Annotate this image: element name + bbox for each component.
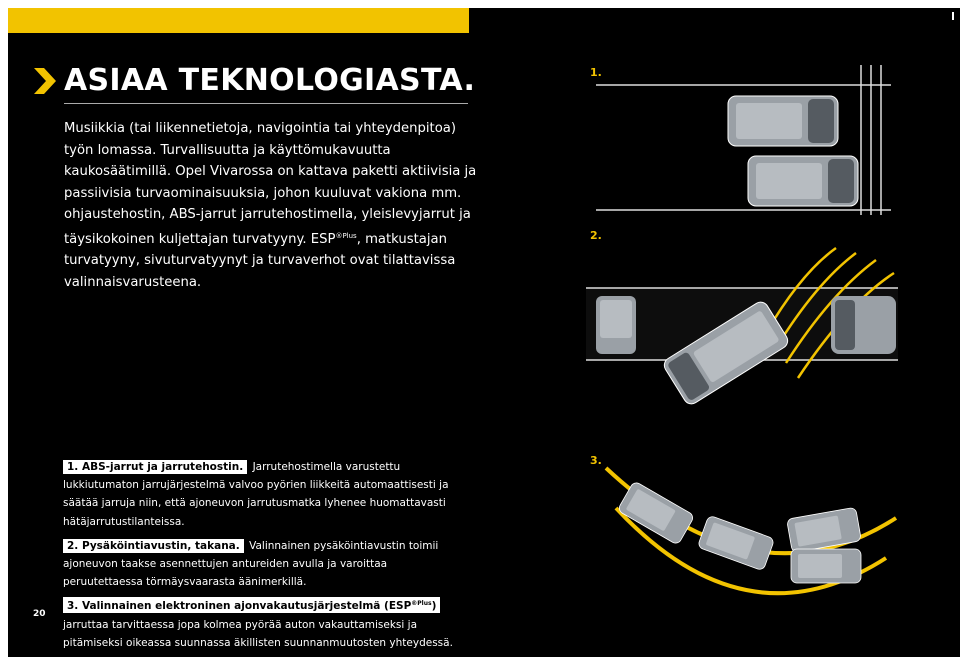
caption-text: Valinnainen pysäköintiavustin toimii ajoneuvon taakse asennettujen antureiden avulla ja varoittaa peruutettaessa törmäysvaarasta äänimerkillä. — [63, 539, 439, 589]
page-title: ASIAA TEKNOLOGIASTA. — [64, 63, 476, 98]
caption-list — [63, 458, 463, 657]
van-icon — [787, 507, 862, 553]
caption-text: Jarrutehostimella varustettu lukkiutumaton jarrujärjestelmä valvoo pyörien liikkeitä automaattisesti ja säätää jarruja niin, että ajoneuvon jarrutusmatka lyhenee huomattavasti hätäjarrutustilanteissa. — [63, 461, 449, 528]
brochure-page — [8, 8, 960, 657]
esp-superscript: ®Plus — [335, 231, 357, 240]
van-icon — [596, 296, 636, 354]
van-icon — [697, 515, 774, 571]
panel-number-3: 3. — [590, 454, 602, 467]
panel-number-1: 1. — [590, 66, 602, 79]
caption-abs — [63, 458, 463, 531]
caption-label: 1. ABS-jarrut ja jarrutehostin. — [63, 460, 247, 474]
title-row — [34, 63, 475, 98]
esp-stability-illustration — [586, 448, 906, 633]
van-icon — [748, 156, 858, 206]
caption-label: 2. Pysäköintiavustin, takana. — [63, 539, 244, 553]
intro-line-3: , matkustajan turvatyyny, sivuturvatyynyt ja turvaverhot ovat tilattavissa valinnaisvarusteena. — [64, 231, 456, 290]
title-divider — [64, 103, 468, 104]
intro-line-2: Opel Vivarossa on kattava paketti aktiivisia ja passiivisia turvaominaisuuksia, johon kuuluvat vakiona mm. ohjaustehostin, ABS-jarrut jarrutehostimella, yleislevyjarrut ja täysikokoinen kuljettajan turvatyyny. ESP — [64, 164, 477, 247]
van-icon — [791, 549, 861, 583]
yellow-header-bar — [8, 8, 469, 33]
abs-braking-illustration — [586, 60, 898, 218]
page-number: 20 — [33, 609, 46, 619]
caption-text: jarruttaa tarvittaessa jopa kolmea pyörää auton vakauttamiseksi ja pitämiseksi oikeassa suunnassa äkillisten suunnanmuutosten yhteydessä. — [63, 618, 453, 649]
crop-mark — [952, 12, 954, 20]
van-icon — [831, 296, 896, 354]
chevron-right-icon — [34, 68, 56, 94]
parking-assist-illustration — [586, 238, 898, 423]
van-icon — [728, 96, 838, 146]
caption-parking — [63, 537, 463, 592]
caption-label: 3. Valinnainen elektroninen ajonvakautusjärjestelmä $(ESP^{®Plus})$ — [63, 597, 440, 613]
intro-text — [64, 118, 484, 293]
van-icon — [617, 481, 695, 545]
caption-esp — [63, 597, 463, 652]
panel-number-2: 2. — [590, 229, 602, 242]
intro-line-1: Musiikkia (tai liikennetietoja, navigointia tai yhteydenpitoa) työn lomassa. Turvallisuutta ja käyttömukavuutta kaukosäätimillä. — [64, 121, 456, 179]
